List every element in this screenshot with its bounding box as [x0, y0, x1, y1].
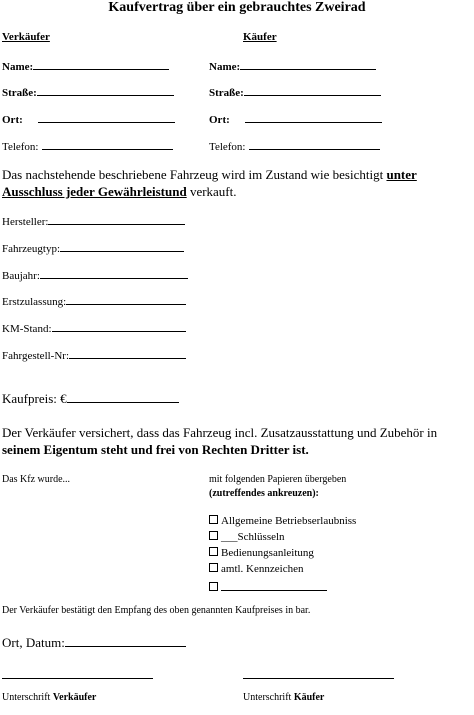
- papers-intro: mit folgenden Papieren übergeben: [209, 474, 347, 485]
- seller-phone-line: [42, 138, 173, 150]
- registration-line: [66, 293, 186, 305]
- checklist-item-license-plate[interactable]: [209, 563, 303, 575]
- checkbox[interactable]: [209, 515, 218, 524]
- ownership-clause-emphasis: seinem Eigentum steht und frei von Rechten Dritter ist.: [2, 442, 309, 457]
- year-label: Baujahr:: [2, 270, 40, 282]
- ownership-clause: [2, 424, 470, 458]
- checkbox[interactable]: [209, 582, 218, 591]
- buyer-phone-label: Telefon:: [209, 141, 246, 153]
- checkbox[interactable]: [209, 547, 218, 556]
- buyer-city-label: Ort:: [209, 114, 230, 126]
- place-date-line: [65, 633, 186, 647]
- buyer-signature-prefix: Unterschrift: [243, 692, 294, 703]
- buyer-signature-role: Käufer: [293, 692, 325, 703]
- seller-name-label: Name:: [2, 61, 34, 73]
- checklist-item-label: amtl. Kennzeichen: [221, 563, 304, 575]
- buyer-phone-field[interactable]: [209, 138, 380, 153]
- vehicle-type-line: [60, 240, 184, 252]
- checklist-item-other[interactable]: [209, 579, 327, 594]
- vin-label: Fahrgestell-Nr:: [2, 350, 70, 362]
- warranty-clause: [2, 166, 470, 200]
- checklist-item-operating-permit[interactable]: [209, 515, 356, 527]
- warranty-clause-end: verkauft.: [186, 184, 237, 199]
- warranty-clause-text: Das nachstehende beschriebene Fahrzeug wird im Zustand wie besichtigt: [2, 167, 387, 182]
- ownership-clause-text: Der Verkäufer versichert, dass das Fahrzeug incl. Zusatzausstattung und Zubehör in: [2, 425, 438, 440]
- buyer-signature-label: [243, 692, 324, 703]
- price-label: Kaufpreis: €: [2, 391, 67, 406]
- checklist-item-label: Allgemeine Betriebserlaubniss: [221, 515, 357, 527]
- document-title: Kaufvertrag über ein gebrauchtes Zweirad: [108, 0, 366, 15]
- seller-signature-prefix: Unterschrift: [2, 692, 53, 703]
- seller-street-line: [37, 84, 174, 96]
- manufacturer-field[interactable]: [2, 213, 185, 228]
- checklist-item-manual[interactable]: [209, 547, 314, 559]
- receipt-confirmation: Der Verkäufer bestätigt den Empfang des oben genannten Kaufpreises in bar.: [2, 605, 311, 616]
- registration-field[interactable]: [2, 293, 186, 308]
- seller-signature-role: Verkäufer: [52, 692, 97, 703]
- seller-signature-label: [2, 692, 96, 703]
- seller-city-label: Ort:: [2, 114, 23, 126]
- buyer-phone-line: [249, 138, 380, 150]
- year-line: [40, 267, 188, 279]
- checklist-item-label: Schlüsseln: [237, 531, 285, 543]
- checklist-item-keys[interactable]: [209, 531, 285, 543]
- place-date-field[interactable]: [2, 633, 186, 651]
- seller-header: Verkäufer: [2, 31, 50, 43]
- buyer-name-field[interactable]: [209, 58, 376, 73]
- buyer-city-field[interactable]: [209, 111, 382, 126]
- buyer-header: Käufer: [243, 31, 277, 43]
- buyer-name-line: [240, 58, 376, 70]
- buyer-street-label: Straße:: [209, 87, 244, 99]
- warranty-exclusion: unter Ausschluss jeder Gewährleistund: [2, 167, 417, 199]
- seller-signature-line[interactable]: [2, 678, 153, 679]
- km-field[interactable]: [2, 320, 186, 335]
- buyer-signature-line[interactable]: [243, 678, 394, 679]
- buyer-street-line: [244, 84, 381, 96]
- seller-phone-label: Telefon:: [2, 141, 39, 153]
- year-field[interactable]: [2, 267, 188, 282]
- seller-name-field[interactable]: [2, 58, 169, 73]
- checklist-other-line: [221, 579, 327, 591]
- vin-line: [69, 347, 186, 359]
- vehicle-type-field[interactable]: [2, 240, 184, 255]
- km-label: KM-Stand:: [2, 323, 52, 335]
- kfz-label: Das Kfz wurde...: [2, 474, 71, 485]
- seller-street-field[interactable]: [2, 84, 174, 99]
- place-date-label: Ort, Datum:: [2, 635, 65, 650]
- registration-label: Erstzulassung:: [2, 296, 67, 308]
- vin-field[interactable]: [2, 347, 186, 362]
- manufacturer-line: [48, 213, 185, 225]
- keys-count-blank: ___: [221, 531, 238, 543]
- checkbox[interactable]: [209, 531, 218, 540]
- price-field[interactable]: [2, 389, 179, 407]
- km-line: [52, 320, 186, 332]
- seller-phone-field[interactable]: [2, 138, 173, 153]
- buyer-city-line: [245, 111, 382, 123]
- seller-name-line: [33, 58, 169, 70]
- buyer-street-field[interactable]: [209, 84, 381, 99]
- checklist-item-label: Bedienungsanleitung: [221, 547, 314, 559]
- seller-street-label: Straße:: [2, 87, 37, 99]
- vehicle-type-label: Fahrzeugtyp:: [2, 243, 61, 255]
- buyer-name-label: Name:: [209, 61, 241, 73]
- manufacturer-label: Hersteller:: [2, 216, 49, 228]
- checkbox[interactable]: [209, 563, 218, 572]
- papers-hint: (zutreffendes ankreuzen):: [209, 488, 319, 499]
- seller-city-field[interactable]: [2, 111, 175, 126]
- price-line: [67, 389, 179, 403]
- seller-city-line: [38, 111, 175, 123]
